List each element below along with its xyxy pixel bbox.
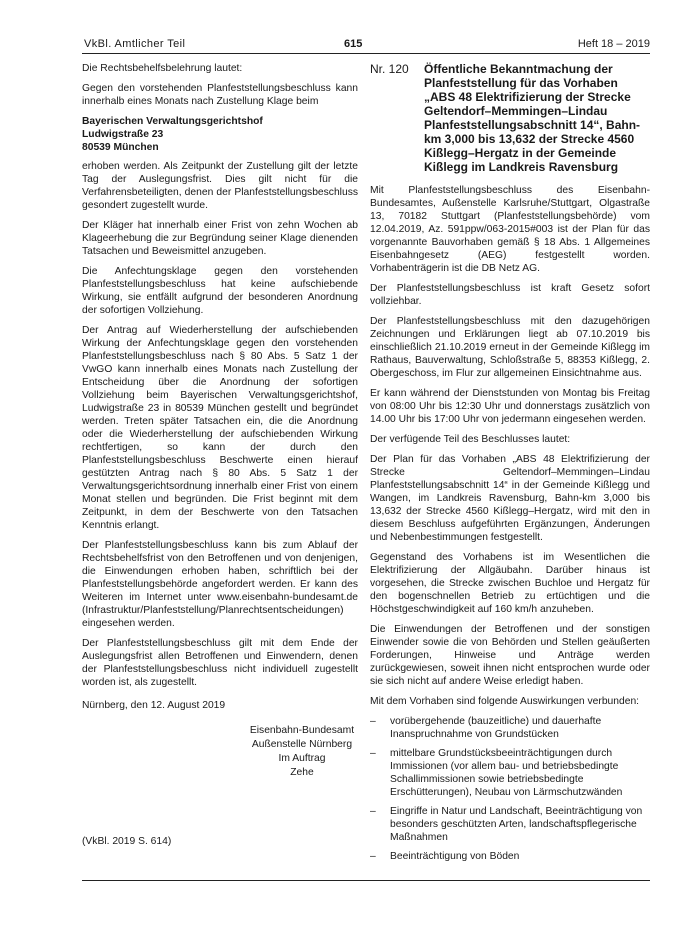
journal-title: VkBl. Amtlicher Teil xyxy=(84,38,186,50)
signature-line: Im Auftrag xyxy=(278,753,326,764)
dash-marker: – xyxy=(370,806,376,817)
signature-line: Eisenbahn-Bundesamt xyxy=(249,725,355,736)
reference-note: (VkBl. 2019 S. 614) xyxy=(82,836,172,847)
address-line: Ludwigstraße 23 xyxy=(82,129,164,140)
list-item xyxy=(370,747,650,799)
paragraph: Mit Planfeststellungsbeschluss des Eisenbahn-Bundesamtes, Außenstelle Karlsruhe/Stuttgart, Olgastraße 13, 70182 Stuttgart (Planfeststellungsbehörde) vom 12.04.2019, Az. 591ppw/063-2015#003 ist der Plan für das vorgenannte Bauvorhaben gemäß § 18 Abs. 1 Allgemeines Eisenbahngesetz (AEG) festgestellt worden. Vorhabenträgerin ist die DB Netz AG. xyxy=(370,185,650,274)
paragraph: Mit dem Vorhaben sind folgende Auswirkungen verbunden: xyxy=(370,696,640,707)
signature-block xyxy=(246,724,358,780)
paragraph: Der Planfeststellungsbeschluss gilt mit dem Ende der Auslegungsfrist allen Betroffenen und Einwendern, denen der Planfeststellungsbeschluss nicht individuell zugestellt worden ist, als zugestellt. xyxy=(82,638,358,688)
paragraph: Die Rechtsbehelfsbelehrung lautet: xyxy=(82,63,243,74)
paragraph: Der Planfeststellungsbeschluss kann bis zum Ablauf der Rechtsbehelfsfrist von den Betroffenen und von denjenigen, die Einwendungen erhoben haben, schriftlich bei der Planfeststellungsbehörde angefordert werden. Er kann des Weiteren im Internet unter www.eisenbahn-bundesamt.de (Infrastruktur/Planfeststellung/Planrechtsentscheidungen) eingesehen werden. xyxy=(82,540,358,629)
issue-label: Heft 18 – 2019 xyxy=(577,38,650,50)
list-item xyxy=(370,715,650,741)
notice-heading xyxy=(370,62,650,174)
list-item-text: mittelbare Grundstücksbeeinträchtigungen durch Immissionen (vor allem bau- und betriebsbedingte Schallimmissionen sowie betriebsbedingte Erschütterungen), Neubau von Lärmschutzwänden xyxy=(390,748,623,798)
paragraph: Der Plan für das Vorhaben „ABS 48 Elektrifizierung der Strecke Geltendorf–Memmingen–Lindau Planfeststellungsabschnitt 14“ in der Gemeinde Kißlegg und Wangen, im Landkreis Ravensburg, Bahn-km 3,000 bis 13,632 der Strecke 4560 Kißlegg–Hergatz, wird mit den in diesem Beschluss aufgeführten Ergänzungen, Änderungen und Nebenbestimmungen festgestellt. xyxy=(370,454,650,543)
signature-line: Zehe xyxy=(290,767,314,778)
dash-marker: – xyxy=(370,716,376,727)
list-item-text: vorübergehende (bauzeitliche) und dauerhafte Inanspruchnahme von Grundstücken xyxy=(390,716,602,740)
list-item-text: Eingriffe in Natur und Landschaft, Beeinträchtigung von besonders geschützten Arten, landschaftspflegerische Maßnahmen xyxy=(390,806,643,843)
dash-marker: – xyxy=(370,748,376,759)
paragraph: Der Planfeststellungsbeschluss ist kraft Gesetz sofort vollziehbar. xyxy=(370,283,650,307)
paragraph: erhoben werden. Als Zeitpunkt der Zustellung gilt der letzte Tag der Auslegungsfrist. Dies gilt nicht für die Verfahrensbeteiligten, denen der Planfeststellungsbeschluss gesondert zugestellt wurde. xyxy=(82,161,358,211)
paragraph: Der Kläger hat innerhalb einer Frist von zehn Wochen ab Klageerhebung die zur Begründung seiner Klage dienenden Tatsachen und Beweismittel anzugeben. xyxy=(82,220,358,257)
paragraph: Gegenstand des Vorhabens ist im Wesentlichen die Elektrifizierung der Allgäubahn. Darüber hinaus ist vorgesehen, die Strecke zwischen Buchloe und Hergatz für den bogenschnellen Betrieb zu ertüchtigen und die Höchstgeschwindigkeit auf 160 km/h anzuheben. xyxy=(370,552,650,615)
paragraph: Der Antrag auf Wiederherstellung der aufschiebenden Wirkung der Anfechtungsklage gegen den vorstehenden Planfeststellungsbeschluss nach § 80 Abs. 5 Satz 1 der VwGO kann innerhalb eines Monats nach Zustellung der Entscheidung über die Anordnung der sofortigen Vollziehung beim Bayerischen Verwaltungsgerichtshof, Ludwigstraße 23 in 80539 München gestellt und begründet werden. Treten später Tatsachen ein, die die Anordnung oder die Wiederherstellung der aufschiebenden Wirkung rechtfertigen, so kann der durch den Planfeststellungsbeschluss Beschwerte einen hierauf gestützten Antrag nach § 80 Abs. 5 Satz 1 der Verwaltungsgerichtsordnung innerhalb einer Frist von einem Monat stellen und begründen. Die Frist beginnt mit dem Zeitpunkt, in dem der Beschwerte von den Tatsachen Kenntnis erlangt. xyxy=(82,325,358,531)
list-item xyxy=(370,805,650,844)
paragraph: Die Einwendungen der Betroffenen und der sonstigen Einwender sowie die von Behörden und Stellen geäußerten Forderungen, Hinweise und Anträge werden zurückgewiesen, soweit ihnen nicht entsprochen wurde oder sie sich nicht auf andere Weise erledigt haben. xyxy=(370,624,650,687)
paragraph: Er kann während der Dienststunden von Montag bis Freitag von 08:00 Uhr bis 12:30 Uhr und donnerstags zusätzlich von 14.00 Uhr bis 17:00 Uhr von jedermann eingesehen werden. xyxy=(370,388,650,425)
address-line: Bayerischen Verwaltungsgerichtshof xyxy=(82,116,263,127)
paragraph: Die Anfechtungsklage gegen den vorstehenden Planfeststellungsbeschluss hat keine aufschiebende Wirkung, sie entfällt aufgrund der besonderen Anordnung der sofortigen Vollziehung. xyxy=(82,266,358,316)
notice-title: Öffentliche Bekanntmachung der Planfeststellung für das Vorhaben „ABS 48 Elektrifizierung der Strecke Geltendorf–Memmingen–Lindau Planfeststellungsabschnitt 14“, Bahn-km 3,000 bis 13,632 der Strecke 4560 Kißlegg–Hergatz in der Gemeinde Kißlegg im Landkreis Ravensburg xyxy=(424,62,641,174)
list-item-text: Beeinträchtigung von Böden xyxy=(390,851,520,862)
paragraph: Der verfügende Teil des Beschlusses lautet: xyxy=(370,434,571,445)
court-address xyxy=(82,115,358,154)
page-number: 615 xyxy=(344,38,363,50)
right-column xyxy=(370,62,650,869)
date-line: Nürnberg, den 12. August 2019 xyxy=(82,700,226,711)
footer-divider xyxy=(82,880,650,881)
list-item xyxy=(370,850,650,863)
address-line: 80539 München xyxy=(82,142,159,153)
signature-line: Außenstelle Nürnberg xyxy=(251,739,353,750)
header-divider xyxy=(82,53,650,54)
dash-marker: – xyxy=(370,851,376,862)
left-column xyxy=(82,62,358,780)
paragraph: Gegen den vorstehenden Planfeststellungsbeschluss kann innerhalb eines Monats nach Zustellung Klage beim xyxy=(82,83,358,107)
effects-list xyxy=(370,715,650,863)
notice-number: Nr. 120 xyxy=(370,62,409,76)
paragraph: Der Planfeststellungsbeschluss mit den dazugehörigen Zeichnungen und Erklärungen liegt ab 07.10.2019 bis einschließlich 21.10.2019 erneut in der Gemeinde Kißlegg im Rathaus, Bauverwaltung, Schloßstraße 5, 88353 Kißlegg, 2. Obergeschoss, im Flur zur allgemeinen Einsichtnahme aus. xyxy=(370,316,650,379)
page-header xyxy=(84,36,650,52)
